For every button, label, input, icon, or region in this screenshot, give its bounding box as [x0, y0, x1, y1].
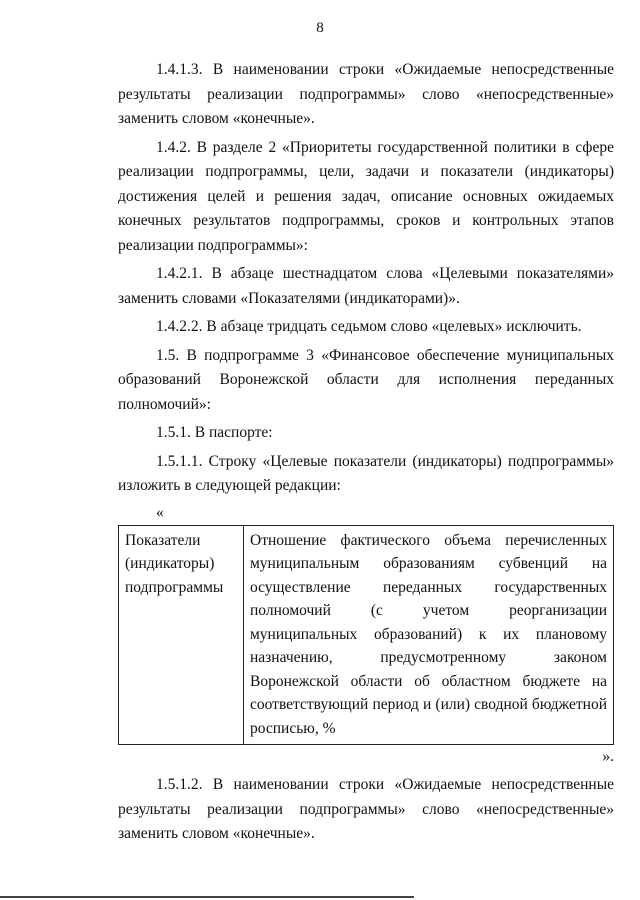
- closing-quote: ».: [602, 748, 614, 765]
- paragraph-1-4-2-2: 1.4.2.2. В абзаце тридцать седьмом слово «целевых» исключить.: [156, 318, 582, 335]
- page-number: 8: [316, 20, 324, 36]
- paragraph-1-5-1: 1.5.1. В паспорте:: [156, 424, 273, 441]
- paragraph-1-5: 1.5. В подпрограмме 3 «Финансовое обеспечение муниципальных образований Воронежской области для исполнения переданных полномочий»:: [118, 346, 614, 413]
- paragraph-1-5-1-2: 1.5.1.2. В наименовании строки «Ожидаемые непосредственные результаты реализации подпрограммы» слово «непосредственные» заменить словом «конечные».: [118, 776, 614, 842]
- opening-quote: «: [156, 503, 164, 521]
- paragraph-1-5-1-1: 1.5.1.1. Строку «Целевые показатели (индикаторы) подпрограммы» изложить в следующей редакции:: [118, 452, 614, 494]
- document-body: [118, 58, 614, 851]
- indicators-label-cell: Показатели (индикаторы) подпрограммы: [119, 525, 244, 745]
- paragraph-1-4-2: 1.4.2. В разделе 2 «Приоритеты государственной политики в сфере реализации подпрограммы, цели, задачи и показатели (индикаторы) достижения целей и решения задач, описание основных ожидаемых конечных результатов подпрограммы, сроков и контрольных этапов реализации подпрограммы»:: [118, 138, 614, 254]
- paragraph-1-4-1-3: 1.4.1.3. В наименовании строки «Ожидаемые непосредственные результаты реализации подпрограммы» слово «непосредственные» заменить словом «конечные».: [118, 61, 614, 127]
- paragraph-1-4-2-1: 1.4.2.1. В абзаце шестнадцатом слова «Целевыми показателями» заменить словами «Показателями (индикаторами)».: [118, 265, 614, 307]
- indicators-table: [118, 525, 614, 746]
- footer-rule: [0, 896, 414, 898]
- table-row: [119, 525, 614, 745]
- indicators-value-cell: Отношение фактического объема перечисленных муниципальным образованиям субвенций на осуществление переданных государственных полномочий (с учетом реорганизации муниципальных образований) к их плановому назначению, предусмотренному законом Воронежской области об областном бюджете на соответствующий период и (или) сводной бюджетной росписью, %: [244, 525, 614, 745]
